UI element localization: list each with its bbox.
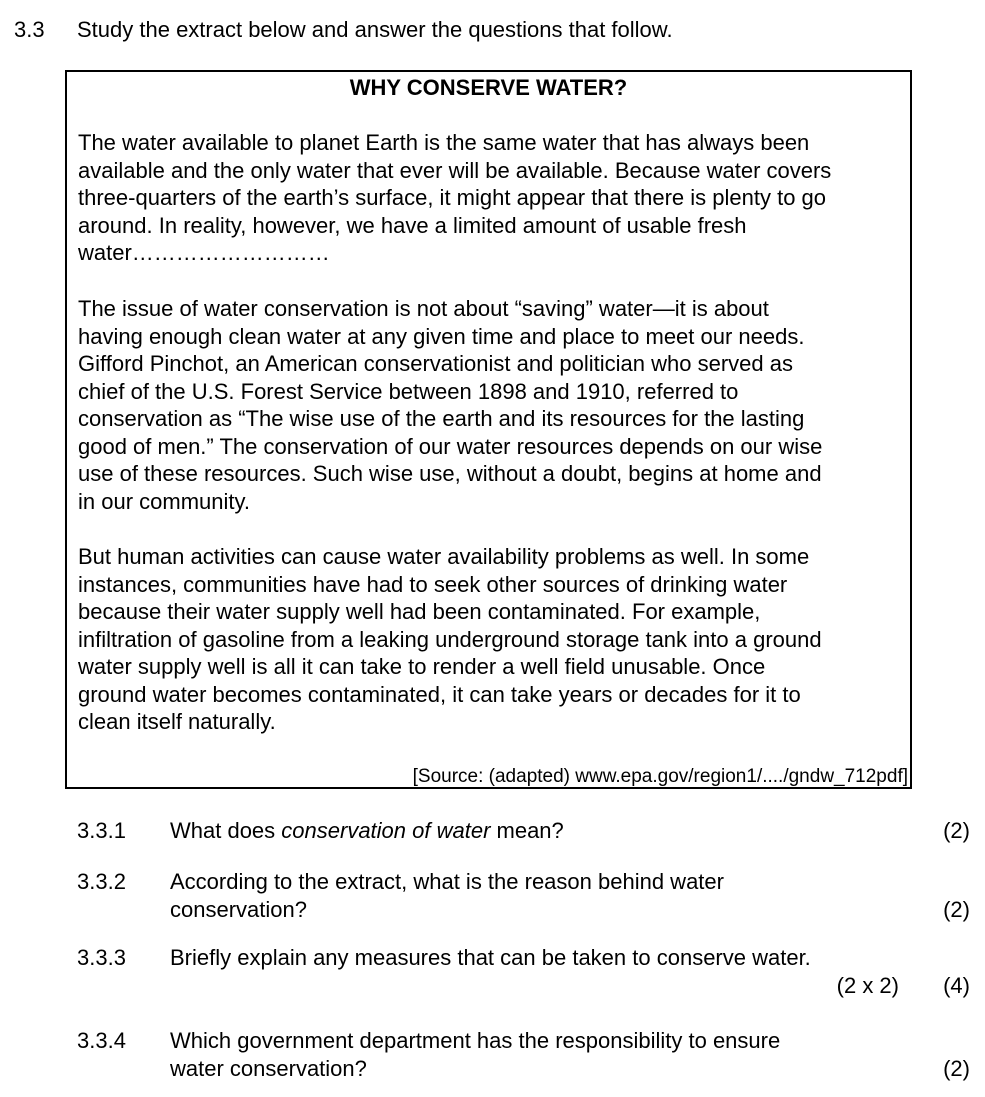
subquestion-text xyxy=(170,944,870,972)
text-line: clean itself naturally. xyxy=(78,709,276,734)
subquestion-text xyxy=(170,817,870,845)
subquestion-text xyxy=(170,868,870,923)
marks: (2) xyxy=(943,818,970,843)
text-line: conservation as “The wise use of the earth and its resources for the lasting xyxy=(78,406,805,431)
text-line: water supply well is all it can take to render a well field unusable. Once xyxy=(78,654,766,679)
extract-paragraph-1 xyxy=(78,129,908,267)
text-line: three-quarters of the earth’s surface, it might appear that there is plenty to go xyxy=(78,185,827,210)
subquestion-number: 3.3.4 xyxy=(77,1028,126,1053)
text-line: instances, communities have had to seek other sources of drinking water xyxy=(78,571,788,597)
text-line: water conservation? xyxy=(170,1055,367,1081)
marks: (2) xyxy=(943,1055,970,1081)
marks: (2) xyxy=(943,896,970,922)
subquestion-number: 3.3.1 xyxy=(77,818,126,843)
text-line: because their water supply well had been contaminated. For example, xyxy=(78,599,761,624)
text-line: having enough clean water at any given time and place to meet our needs. xyxy=(78,323,805,349)
extract-paragraph-3 xyxy=(78,543,908,736)
text-line: use of these resources. Such wise use, without a doubt, begins at home and xyxy=(78,461,822,486)
text-line: Which government department has the responsibility to ensure xyxy=(170,1028,781,1053)
text-line: around. In reality, however, we have a limited amount of usable fresh xyxy=(78,212,747,238)
extract-title: WHY CONSERVE WATER? xyxy=(349,75,628,100)
text-line: According to the extract, what is the reason behind water xyxy=(170,869,724,894)
question-instruction: Study the extract below and answer the questions that follow. xyxy=(77,17,673,42)
extract-source: [Source: (adapted) www.epa.gov/region1/..../gndw_712pdf] xyxy=(412,766,908,787)
extract-paragraph-2 xyxy=(78,295,908,515)
extract-box xyxy=(65,70,912,789)
text-line: chief of the U.S. Forest Service between 1898 and 1910, referred to xyxy=(78,378,739,404)
text-line: good of men.” The conservation of our water resources depends on our wise xyxy=(78,433,823,459)
text-line: The issue of water conservation is not about “saving” water—it is about xyxy=(78,296,769,321)
text-line: But human activities can cause water availability problems as well. In some xyxy=(78,544,810,569)
subquestion-text xyxy=(170,1027,870,1082)
text-line: in our community. xyxy=(78,488,250,514)
text-line: Gifford Pinchot, an American conservationist and politician who served as xyxy=(78,351,793,376)
marks-breakdown: (2 x 2) xyxy=(836,972,899,998)
subquestion-number: 3.3.3 xyxy=(77,945,126,970)
text-line: conservation? xyxy=(170,896,307,922)
text-line: available and the only water that ever will be available. Because water covers xyxy=(78,157,832,183)
text-part: What does xyxy=(170,818,282,843)
question-number: 3.3 xyxy=(14,17,45,42)
text-line: infiltration of gasoline from a leaking underground storage tank into a ground xyxy=(78,626,822,652)
text-line: water……………………… xyxy=(78,240,330,265)
text-line: Briefly explain any measures that can be taken to conserve water. xyxy=(170,945,811,970)
text-line: The water available to planet Earth is the same water that has always been xyxy=(78,130,810,155)
italic-term: conservation of water xyxy=(281,818,491,843)
marks: (4) xyxy=(943,972,970,998)
text-line: ground water becomes contaminated, it can take years or decades for it to xyxy=(78,681,801,707)
subquestion-number: 3.3.2 xyxy=(77,869,126,894)
text-part: mean? xyxy=(490,818,564,843)
